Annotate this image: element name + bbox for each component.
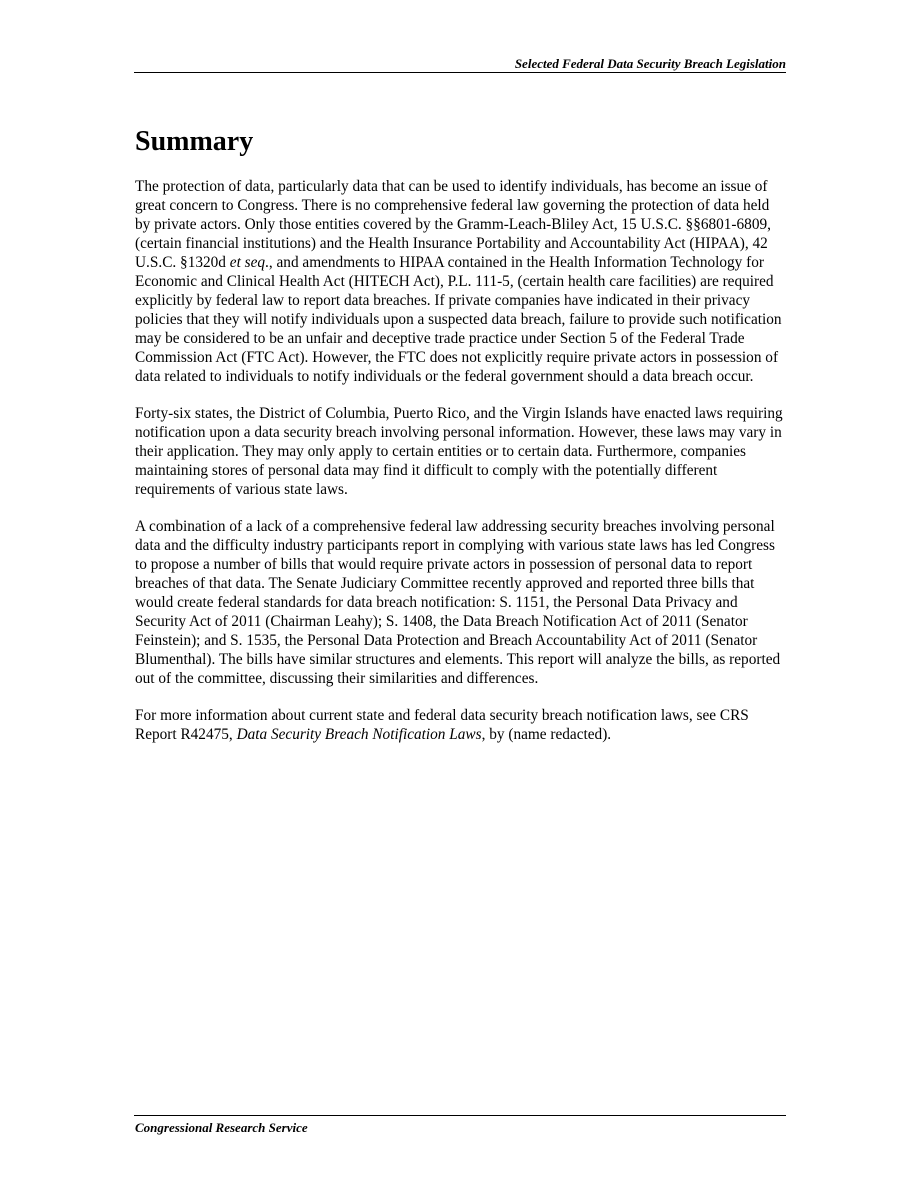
paragraph-3 xyxy=(135,517,787,688)
running-header-title: Selected Federal Data Security Breach Legislation xyxy=(514,56,786,71)
text-run: , by (name redacted). xyxy=(481,726,612,743)
text-run: The protection of data, particularly data that can be used to identify individuals, has become an issue of great concern to Congress. There is no comprehensive federal law governing the protection of data held by private actors. Only those entities covered by the Gramm-Leach-Bliley Act, 15 U.S.C. §§6801-6809, (certain financial institutions) and the Health Insurance Portability and Accountability Act (HIPAA), 42 U.S.C. §1320d xyxy=(135,178,771,271)
page-title: Summary xyxy=(135,126,254,157)
text-run: A combination of a lack of a comprehensive federal law addressing security breaches involving personal data and the difficulty industry participants report in complying with various state laws has led Congress to propose a number of bills that would require private actors in possession of personal data to report breaches of that data. The Senate Judiciary Committee recently approved and reported three bills that would create federal standards for data breach notification: S. 1151, the Personal Data Privacy and Security Act of 2011 (Chairman Leahy); S. 1408, the Data Breach Notification Act of 2011 (Senator Feinstein); and S. 1535, the Personal Data Protection and Breach Accountability Act of 2011 (Senator Blumenthal). The bills have similar structures and elements. This report will analyze the bills, as reported out of the committee, discussing their similarities and differences. xyxy=(135,518,781,687)
text-run: ., and amendments to HIPAA contained in the Health Information Technology for Economic and Clinical Health Act (HITECH Act), P.L. 111-5, (certain health care facilities) are required explicitly by federal law to report data breaches. If private companies have indicated in their privacy policies that they will notify individuals upon a suspected data breach, failure to provide such notification may be considered to be an unfair and deceptive trade practice under Section 5 of the Federal Trade Commission Act (FTC Act). However, the FTC does not explicitly require private actors in possession of data related to individuals to notify individuals or the federal government should a data breach occur. xyxy=(135,254,782,385)
text-run: Forty-six states, the District of Columbia, Puerto Rico, and the Virgin Islands have enacted laws requiring notification upon a data security breach involving personal information. However, these laws may vary in their application. They may only apply to certain entities or to certain data. Furthermore, companies maintaining stores of personal data may find it difficult to comply with the potentially different requirements of various state laws. xyxy=(135,405,783,498)
italic-text-run: et seq xyxy=(229,254,266,271)
paragraph-1 xyxy=(135,177,787,386)
paragraph-4 xyxy=(135,706,787,744)
header-rule xyxy=(134,72,786,73)
running-footer-organization: Congressional Research Service xyxy=(135,1120,308,1135)
body-text xyxy=(135,177,787,762)
paragraph-2 xyxy=(135,404,787,499)
text-run: For more information about current state and federal data security breach notification laws, see CRS Report R42475, xyxy=(135,707,749,743)
italic-text-run: Data Security Breach Notification Laws xyxy=(236,726,482,743)
footer-rule xyxy=(134,1115,786,1116)
